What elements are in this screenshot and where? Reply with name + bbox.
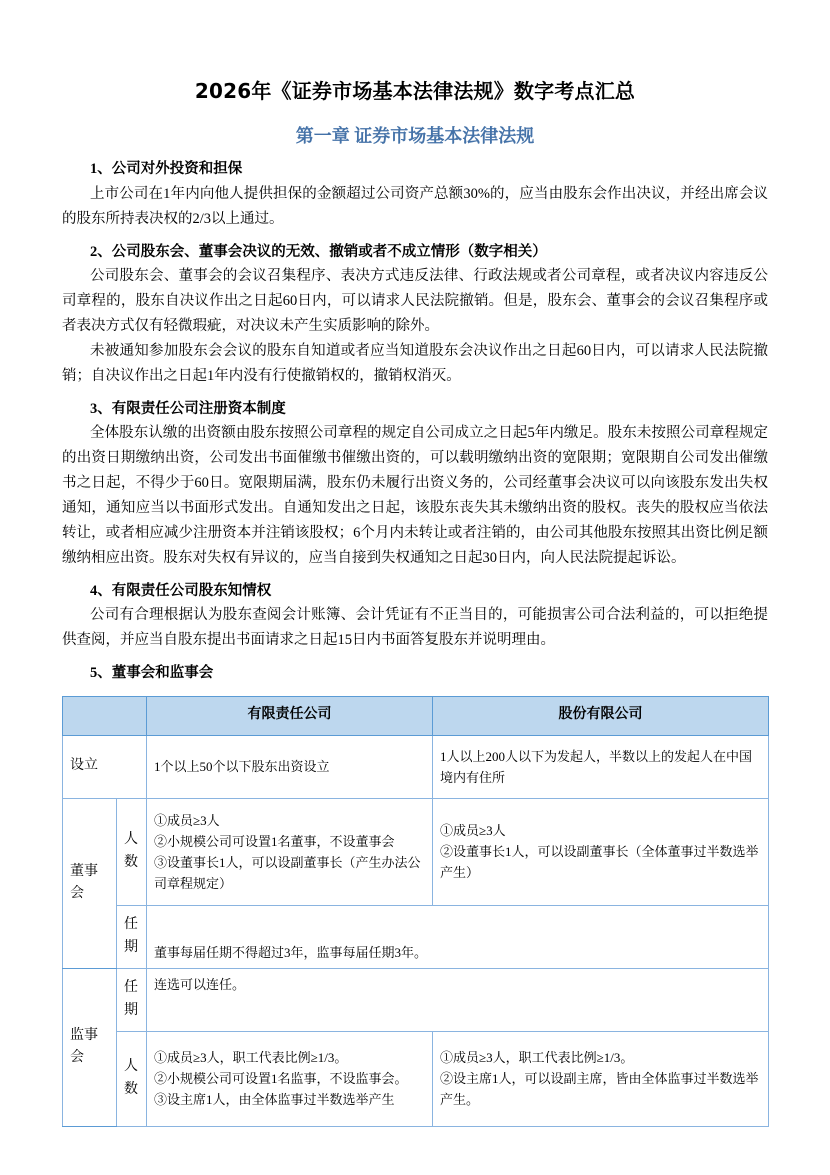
section-heading-3: 3、有限责任公司注册资本制度 — [90, 400, 286, 417]
supervisor-count-js-item-1: ①成员≥3人，职工代表比例≥1/3。 — [440, 1050, 634, 1066]
board-count-ll-item-1: ①成员≥3人 — [154, 812, 220, 828]
row-label-establish: 设立 — [63, 735, 147, 798]
table-header-limited-liability: 有限责任公司 — [147, 696, 433, 735]
sub-label-supervisor-count-char2: 数 — [124, 1081, 138, 1097]
cell-board-count-joint-stock — [433, 798, 769, 905]
cell-supervisor-term-text: 连选可以连任。 — [147, 968, 769, 1031]
section-2-paragraph-2: 未被通知参加股东会会议的股东自知道或者应当知道股东会决议作出之日起60日内，可以请求人民法院撤销；自决议作出之日起1年内没有行使撤销权的，撤销权消灭。 — [62, 342, 768, 384]
row-label-supervisor-text: 监事会 — [70, 1027, 98, 1066]
supervisor-count-js-item-2: ②设主席1人，可以设副主席，皆由全体监事过半数选举产生。 — [440, 1071, 759, 1108]
table-row-establish — [63, 735, 769, 798]
table-row-supervisor-term — [63, 968, 769, 1031]
board-count-ll-item-2: ②小规模公司可设置1名董事，不设董事会 — [154, 833, 395, 849]
supervisor-count-ll-item-2: ②小规模公司可设置1名监事，不设监事会。 — [154, 1071, 408, 1087]
board-count-js-item-2: ②设董事长1人，可以设副董事长（全体董事过半数选举产生） — [440, 844, 759, 881]
row-label-board — [63, 798, 117, 968]
section-3-paragraph-1: 全体股东认缴的出资额由股东按照公司章程的规定自公司成立之日起5年内缴足。股东未按照公司章程规定的出资日期缴纳出资，公司发出书面催缴书催缴出资的，可以载明缴纳出资的宽限期；宽限期自公司发出催缴书之日起，不得少于60日。宽限期届满，股东仍未履行出资义务的，公司经董事会决议可以向该股东发出失权通知，通知应当以书面形式发出。自通知发出之日起，该股东丧失其未缴纳出资的股权。丧失的股权应当依法转让，或者相应减少注册资本并注销该股权；6个月内未转让或者注销的，由公司其他股东按照其出资比例足额缴纳相应出资。股东对失权有异议的，应当自接到失权通知之日起30日内，向人民法院提起诉讼。 — [62, 425, 768, 566]
cell-board-count-limited-liability — [147, 798, 433, 905]
table-row-supervisor-count — [63, 1031, 769, 1126]
section-heading-5: 5、董事会和监事会 — [90, 665, 214, 682]
cell-establish-limited-liability: 1个以上50个以下股东出资设立 — [147, 735, 433, 798]
section-1-paragraph-1: 上市公司在1年内向他人提供担保的金额超过公司资产总额30%的，应当由股东会作出决议，并经出席会议的股东所持表决权的2/3以上通过。 — [62, 185, 768, 227]
sub-label-board-term-char2: 期 — [124, 939, 138, 955]
table-row-board-term — [63, 905, 769, 968]
table-header-joint-stock: 股份有限公司 — [433, 696, 769, 735]
sub-label-supervisor-term-char2: 期 — [124, 1002, 138, 1018]
sub-label-supervisor-term — [117, 968, 147, 1031]
sub-label-board-term-char1: 任 — [124, 917, 138, 932]
chapter-heading: 第一章 证券市场基本法律法规 — [295, 126, 535, 146]
row-label-supervisor — [63, 968, 117, 1126]
cell-establish-joint-stock: 1人以上200人以下为发起人，半数以上的发起人在中国境内有住所 — [433, 735, 769, 798]
cell-supervisor-count-joint-stock — [433, 1031, 769, 1126]
company-comparison-table — [62, 696, 769, 1127]
sub-label-board-count-char2: 数 — [124, 854, 138, 870]
table-header-corner — [63, 696, 147, 735]
sub-label-supervisor-count — [117, 1031, 147, 1126]
section-2-paragraph-1: 公司股东会、董事会的会议召集程序、表决方式违反法律、行政法规或者公司章程，或者决议内容违反公司章程的，股东自决议作出之日起60日内，可以请求人民法院撤销。但是，股东会、董事会的会议召集程序或者表决方式仅有轻微瑕疵，对决议未产生实质影响的除外。 — [62, 268, 768, 334]
board-count-ll-item-3: ③设董事长1人，可以设副董事长（产生办法公司章程规定） — [154, 854, 421, 891]
sub-label-board-term — [117, 905, 147, 968]
supervisor-count-ll-item-3: ③设主席1人，由全体监事过半数选举产生 — [154, 1092, 395, 1108]
section-heading-4: 4、有限责任公司股东知情权 — [90, 582, 272, 599]
sub-label-supervisor-count-char1: 人 — [124, 1059, 138, 1074]
section-heading-2: 2、公司股东会、董事会决议的无效、撤销或者不成立情形（数字相关） — [90, 243, 547, 260]
cell-supervisor-count-limited-liability — [147, 1031, 433, 1126]
page-title: 2026年《证券市场基本法律法规》数字考点汇总 — [194, 79, 636, 103]
sub-label-board-count-char1: 人 — [124, 832, 138, 847]
table-row-board-count — [63, 798, 769, 905]
section-4-paragraph-1: 公司有合理根据认为股东查阅会计账簿、会计凭证有不正当目的，可能损害公司合法利益的，可以拒绝提供查阅，并应当自股东提出书面请求之日起15日内书面答复股东并说明理由。 — [62, 607, 768, 649]
table-header-row — [63, 696, 769, 735]
cell-board-term-text: 董事每届任期不得超过3年，监事每届任期3年。 — [147, 905, 769, 968]
section-heading-1: 1、公司对外投资和担保 — [90, 161, 243, 178]
board-count-js-item-1: ①成员≥3人 — [440, 823, 506, 839]
sub-label-supervisor-term-char1: 任 — [124, 980, 138, 995]
supervisor-count-ll-item-1: ①成员≥3人，职工代表比例≥1/3。 — [154, 1050, 348, 1066]
sub-label-board-count — [117, 798, 147, 905]
row-label-board-text: 董事会 — [70, 863, 98, 902]
